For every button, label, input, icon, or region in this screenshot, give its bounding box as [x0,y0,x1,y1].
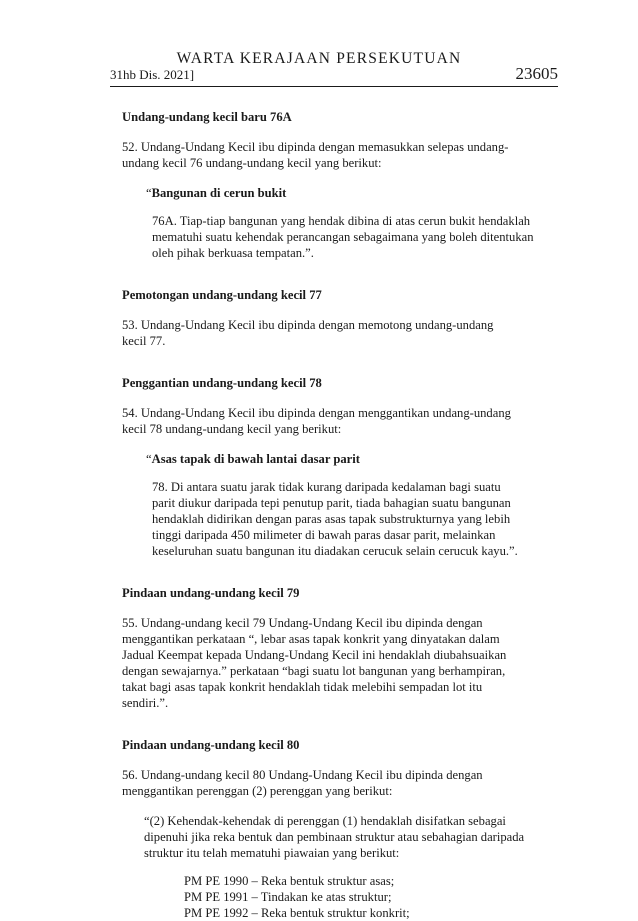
document-body [122,109,554,921]
standards-list-item: PM PE 1990 – Reka bentuk struktur asas; [184,874,395,888]
standards-list-item: PM PE 1991 – Tindakan ke atas struktur; [184,890,392,904]
page-number: 23605 [515,64,558,83]
section-paragraph: 56. Undang-undang kecil 80 Undang-Undang Kecil ibu dipinda dengan menggantikan perenggan (2) perenggan yang berikut: [122,768,483,798]
section-heading: Pindaan undang-undang kecil 79 [122,586,300,600]
section-gap [122,559,554,585]
running-title: WARTA KERAJAAN PERSEKUTUAN [176,50,462,67]
section-paragraph: 55. Undang-undang kecil 79 Undang-Undang Kecil ibu dipinda dengan menggantikan perkataan “, lebar asas tapak konkrit yang dinyatakan dalam Jadual Keempat kepada Undang-Undang Kecil ini hendaklah diubahsuaikan dengan sewajarnya.” perkataan “bagi suatu lot bangunan yang berhampiran, takat bagi asas tapak konkrit hendaklah tidak melebihi sempadan lot itu sendiri.”. [122,616,507,710]
opening-quote: “ [146,186,152,200]
section-gap [122,725,554,737]
header-date: 31hb Dis. 2021] [110,67,195,82]
replacement-bylaw-title [146,451,554,467]
section-paragraph: 54. Undang-Undang Kecil ibu dipinda dengan menggantikan undang-undang kecil 78 undang-undang kecil yang berikut: [122,406,511,436]
standards-list [184,873,554,921]
inserted-bylaw-text: 76A. Tiap-tiap bangunan yang hendak dibina di atas cerun bukit hendaklah mematuhi suatu kehendak perancangan sebagaimana yang boleh ditentukan oleh pihak berkuasa tempatan.”. [152,214,534,260]
section-gap [122,261,554,287]
inserted-bylaw-title [146,185,554,201]
section-gap [122,363,554,375]
section-heading: Penggantian undang-undang kecil 78 [122,376,322,390]
replacement-paragraph-text: “(2) Kehendak-kehendak di perenggan (1) hendaklah disifatkan sebagai dipenuhi jika reka bentuk dan pembinaan struktur atau sebahagian daripada struktur itu telah mematuhi piawaian yang berikut: [144,814,525,860]
section-heading: Undang-undang kecil baru 76A [122,110,292,124]
section-heading: Pindaan undang-undang kecil 80 [122,738,300,752]
section-paragraph: 52. Undang-Undang Kecil ibu dipinda dengan memasukkan selepas undang- undang kecil 76 undang-undang kecil yang berikut: [122,140,509,170]
standards-list-item: PM PE 1992 – Reka bentuk struktur konkrit; [184,906,410,920]
replacement-bylaw-title-text: Asas tapak di bawah lantai dasar parit [151,452,360,466]
section-heading: Pemotongan undang-undang kecil 77 [122,288,322,302]
opening-quote: “ [146,452,152,466]
section-paragraph: 53. Undang-Undang Kecil ibu dipinda dengan memotong undang-undang kecil 77. [122,318,494,348]
replacement-bylaw-text: 78. Di antara suatu jarak tidak kurang daripada kedalaman bagi suatu parit diukur daripada tepi penutup parit, tiada bahagian suatu bangunan hendaklah didirikan dengan paras asas tapak substrukturnya yang lebih tinggi daripada 450 milimeter di bawah paras dasar parit, melainkan keseluruhan suatu bangunan itu diadakan cerucuk selain cerucuk kayu.”. [152,480,518,558]
header-rule [110,86,558,87]
inserted-bylaw-title-text: Bangunan di cerun bukit [151,186,287,200]
